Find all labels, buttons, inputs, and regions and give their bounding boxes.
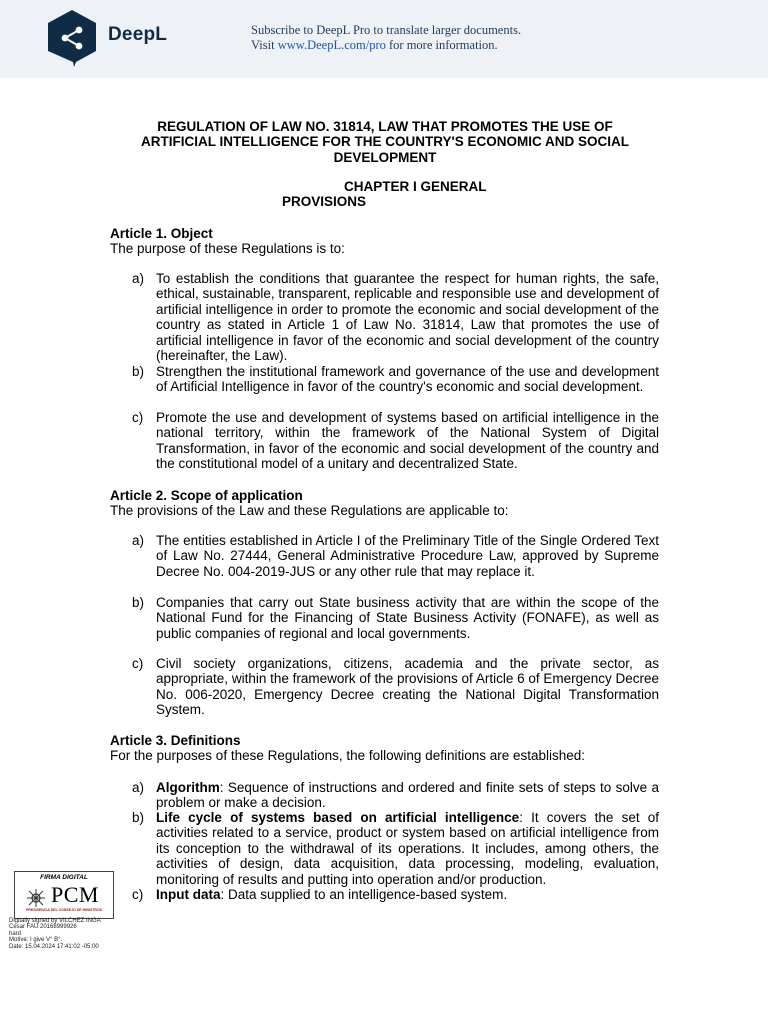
signature-line: hard — [9, 930, 22, 937]
definition-text: : Sequence of instructions and ordered and finite sets of steps to solve a problem or make a decision. — [156, 780, 659, 811]
article-3-item-c — [132, 887, 659, 902]
item-marker: a) — [132, 533, 145, 548]
article-2-item-b — [132, 595, 659, 641]
article-1-item-a — [132, 271, 659, 363]
article-2-intro: The provisions of the Law and these Regulations are applicable to: — [110, 503, 509, 518]
article-1-heading: Article 1. Object — [110, 226, 213, 241]
article-2-item-a — [132, 533, 659, 579]
stamp-title: FIRMA DIGITAL — [40, 874, 88, 881]
item-marker: c) — [132, 410, 144, 425]
article-3-item-a — [132, 780, 659, 811]
deepl-pro-link[interactable]: www.DeepL.com/pro — [277, 38, 386, 52]
digital-signature-stamp — [14, 871, 114, 919]
item-marker: c) — [132, 887, 144, 902]
item-text: Strengthen the institutional framework and governance of the use and development of Artificial Intelligence in favor of the country's economic and social development. — [156, 364, 659, 395]
item-marker: b) — [132, 810, 145, 825]
signature-line: Motive: I give V° B°. — [9, 937, 63, 944]
item-marker: a) — [132, 271, 145, 286]
article-2-heading: Article 2. Scope of application — [110, 488, 303, 503]
document-title: REGULATION OF LAW NO. 31814, LAW THAT PROMOTES THE USE OF ARTIFICIAL INTELLIGENCE FOR THE COUNTRY'S ECONOMIC AND SOCIAL DEVELOPMENT — [141, 119, 629, 165]
article-3-item-b — [132, 810, 659, 887]
item-text: The entities established in Article I of the Preliminary Title of the Single Ordered Text of Law No. 27444, General Administrative Procedure Law, approved by Supreme Decree No. 004-2019-JUS or any other rule that may replace it. — [156, 533, 659, 579]
promo-suffix: for more information. — [385, 38, 498, 52]
definition-text: : Data supplied to an intelligence-based system. — [220, 887, 508, 902]
chapter-heading-line-1: CHAPTER I GENERAL — [344, 179, 487, 194]
article-2-item-c — [132, 656, 659, 718]
item-text — [156, 780, 659, 811]
promo-text — [251, 23, 521, 53]
stamp-mark: PCM — [51, 882, 99, 907]
deepl-brand-name[interactable]: DeepL — [108, 24, 168, 45]
signature-details — [9, 918, 101, 950]
article-3-intro: For the purposes of these Regulations, the following definitions are established: — [110, 748, 586, 763]
article-1-item-c — [132, 410, 659, 472]
article-1-item-b — [132, 364, 659, 395]
signature-line: Cesar FAU 20168999926 — [9, 924, 77, 931]
article-1-intro: The purpose of these Regulations is to: — [110, 241, 345, 256]
promo-line-1: Subscribe to DeepL Pro to translate larger documents. — [251, 23, 522, 37]
promo-line-2 — [251, 38, 521, 53]
definition-term: Input data — [156, 887, 221, 902]
item-text — [156, 887, 659, 902]
item-marker: a) — [132, 780, 145, 795]
item-text: Promote the use and development of systems based on artificial intelligence in the national territory, within the framework of the National System of Digital Transformation, in favor of the economic and social development of the country and the constitutional model of a unitary and decentralized State. — [156, 410, 659, 472]
item-text: To establish the conditions that guarantee the respect for human rights, the safe, ethical, sustainable, transparent, replicable and responsible use and development of artificial intelligence in order to promote the economic and social development of the country as stated in Article 1 of Law No. 31814, Law that promotes the use of artificial intelligence in favor of the economic and social development of the country (hereinafter, the Law). — [156, 271, 659, 364]
signature-line: Digitally signed by VILCHEZ INGA — [9, 918, 101, 924]
article-3-heading: Article 3. Definitions — [110, 733, 241, 748]
item-marker: b) — [132, 595, 145, 610]
item-text: Companies that carry out State business activity that are within the scope of the National Fund for the Financing of State Business Activity (FONAFE), as well as public companies of regional and local governments. — [156, 595, 659, 641]
definition-term: Algorithm — [156, 780, 220, 795]
definition-text: : It covers the set of activities related to a service, product or system based on artificial intelligence from its conception to the withdrawal of its operations. It includes, among others, the activities of design, data acquisition, data processing, modeling, evaluation, monitoring of results and putting into operation and/or production. — [156, 810, 659, 887]
definition-term: Life cycle of systems based on artificial intelligence — [156, 810, 520, 825]
signature-line: Date: 15.04.2024 17:41:02 -05:00 — [9, 943, 99, 950]
item-text — [156, 810, 659, 887]
item-marker: c) — [132, 656, 144, 671]
deepl-logo-icon[interactable] — [46, 9, 98, 67]
promo-prefix: Visit — [251, 38, 278, 52]
item-marker: b) — [132, 364, 145, 379]
deepl-banner — [0, 0, 768, 78]
item-text: Civil society organizations, citizens, academia and the private sector, as appropriate, within the framework of the provisions of Article 6 of Emergency Decree No. 006-2020, Emergency Decree creating the National Digital Transformation System. — [156, 656, 659, 718]
stamp-subtitle: PRESIDENCIA DEL CONSEJO DE MINISTROS — [25, 908, 103, 912]
chapter-heading-line-2: PROVISIONS — [282, 194, 367, 209]
seal-icon — [25, 888, 47, 908]
